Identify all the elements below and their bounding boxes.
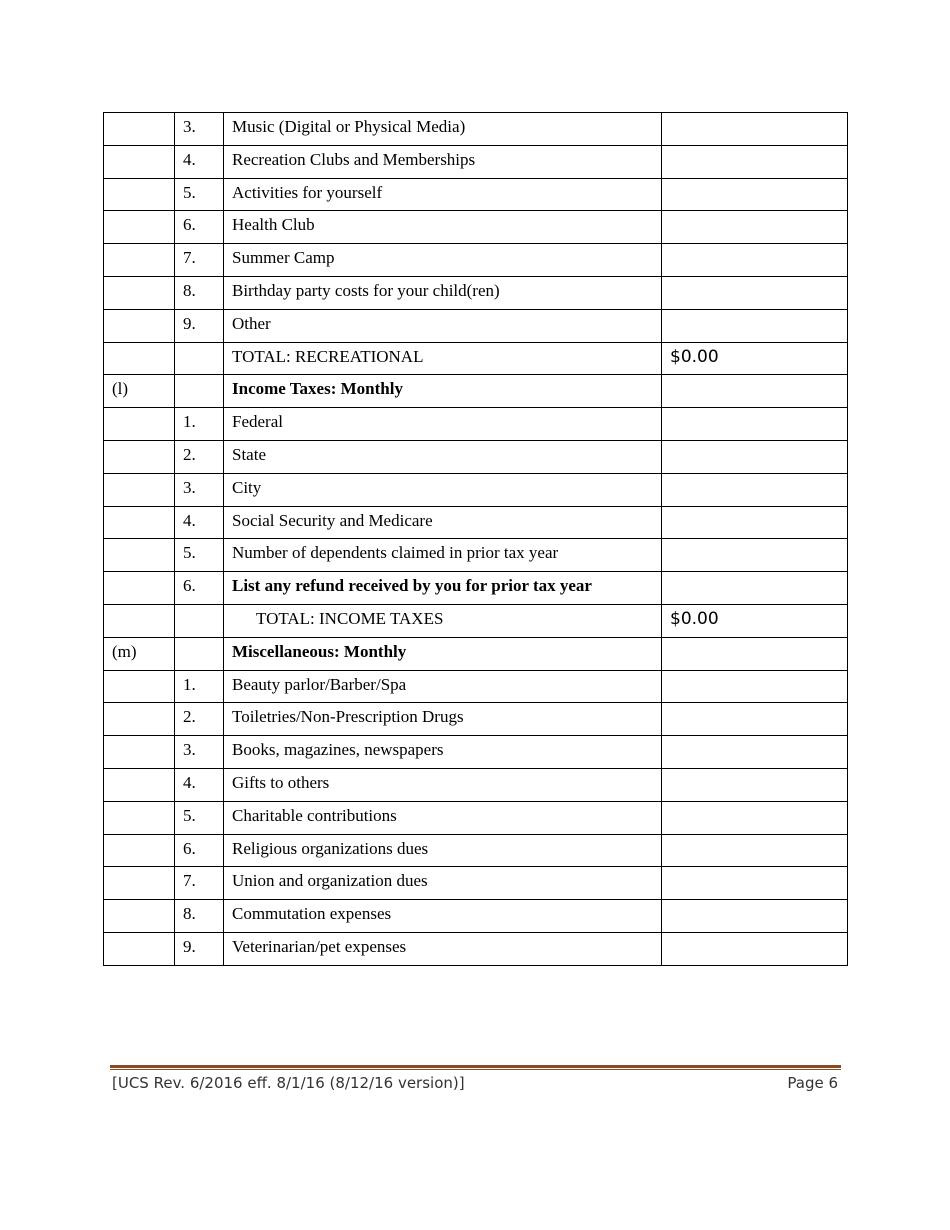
amount-field[interactable] <box>662 473 848 506</box>
item-number: 2. <box>175 703 224 736</box>
item-number: 6. <box>175 572 224 605</box>
section-cell <box>104 440 175 473</box>
amount-field[interactable] <box>662 736 848 769</box>
amount-field[interactable] <box>662 211 848 244</box>
section-header-row <box>104 375 848 408</box>
item-number: 6. <box>175 211 224 244</box>
total-recreational-amount: $0.00 <box>662 342 848 375</box>
item-label: Summer Camp <box>224 244 662 277</box>
amount-field[interactable] <box>662 309 848 342</box>
item-label: Music (Digital or Physical Media) <box>224 113 662 146</box>
item-label: Commutation expenses <box>224 900 662 933</box>
table-row <box>104 900 848 933</box>
table-row <box>104 440 848 473</box>
table-row <box>104 834 848 867</box>
item-label: City <box>224 473 662 506</box>
amount-field[interactable] <box>662 834 848 867</box>
section-letter: (l) <box>104 375 175 408</box>
section-cell <box>104 703 175 736</box>
item-number: 7. <box>175 867 224 900</box>
section-cell <box>104 408 175 441</box>
footer-page-number: Page 6 <box>787 1074 838 1092</box>
section-cell <box>104 801 175 834</box>
table-row <box>104 178 848 211</box>
amount-field[interactable] <box>662 276 848 309</box>
item-number: 5. <box>175 539 224 572</box>
amount-field[interactable] <box>662 670 848 703</box>
section-cell <box>104 604 175 637</box>
table-row <box>104 113 848 146</box>
total-income-taxes-amount: $0.00 <box>662 604 848 637</box>
item-label: Books, magazines, newspapers <box>224 736 662 769</box>
section-cell <box>104 244 175 277</box>
section-header-row <box>104 637 848 670</box>
amount-field[interactable] <box>662 572 848 605</box>
table-row <box>104 408 848 441</box>
amount-field[interactable] <box>662 768 848 801</box>
item-number: 3. <box>175 473 224 506</box>
table-row <box>104 670 848 703</box>
item-label: Other <box>224 309 662 342</box>
section-cell <box>104 572 175 605</box>
section-cell <box>104 145 175 178</box>
item-label: Charitable contributions <box>224 801 662 834</box>
amount-field[interactable] <box>662 244 848 277</box>
item-number: 2. <box>175 440 224 473</box>
section-title-income-taxes: Income Taxes: Monthly <box>224 375 662 408</box>
section-cell <box>104 113 175 146</box>
section-title-miscellaneous: Miscellaneous: Monthly <box>224 637 662 670</box>
table-row <box>104 244 848 277</box>
item-number: 8. <box>175 900 224 933</box>
item-number: 4. <box>175 506 224 539</box>
item-label: List any refund received by you for prior tax year <box>224 572 662 605</box>
item-number: 1. <box>175 670 224 703</box>
expense-table-body <box>104 113 848 966</box>
item-label: Birthday party costs for your child(ren) <box>224 276 662 309</box>
expense-table <box>103 112 848 966</box>
section-cell <box>104 309 175 342</box>
amount-field[interactable] <box>662 900 848 933</box>
item-number: 3. <box>175 113 224 146</box>
section-cell <box>104 276 175 309</box>
amount-field[interactable] <box>662 867 848 900</box>
section-cell <box>104 900 175 933</box>
item-number: 4. <box>175 145 224 178</box>
item-number: 9. <box>175 932 224 965</box>
amount-field[interactable] <box>662 506 848 539</box>
amount-field <box>662 375 848 408</box>
section-cell <box>104 539 175 572</box>
table-row <box>104 736 848 769</box>
table-row <box>104 539 848 572</box>
table-row <box>104 801 848 834</box>
amount-field[interactable] <box>662 932 848 965</box>
item-label: Health Club <box>224 211 662 244</box>
total-row <box>104 604 848 637</box>
total-income-taxes-label: TOTAL: INCOME TAXES <box>224 604 662 637</box>
item-number: 1. <box>175 408 224 441</box>
table-row <box>104 309 848 342</box>
amount-field[interactable] <box>662 539 848 572</box>
item-number: 8. <box>175 276 224 309</box>
item-number <box>175 637 224 670</box>
section-cell <box>104 670 175 703</box>
item-label: Recreation Clubs and Memberships <box>224 145 662 178</box>
section-cell <box>104 178 175 211</box>
amount-field[interactable] <box>662 178 848 211</box>
total-row <box>104 342 848 375</box>
item-number: 5. <box>175 178 224 211</box>
table-row <box>104 703 848 736</box>
item-label: Beauty parlor/Barber/Spa <box>224 670 662 703</box>
table-row <box>104 276 848 309</box>
footer-divider-thin <box>110 1069 841 1070</box>
section-cell <box>104 834 175 867</box>
table-row <box>104 572 848 605</box>
amount-field[interactable] <box>662 113 848 146</box>
amount-field[interactable] <box>662 801 848 834</box>
amount-field[interactable] <box>662 408 848 441</box>
section-cell <box>104 768 175 801</box>
item-number: 4. <box>175 768 224 801</box>
item-label: Gifts to others <box>224 768 662 801</box>
item-label: Federal <box>224 408 662 441</box>
table-row <box>104 145 848 178</box>
item-label: State <box>224 440 662 473</box>
table-row <box>104 473 848 506</box>
section-cell <box>104 211 175 244</box>
table-row <box>104 211 848 244</box>
section-cell <box>104 473 175 506</box>
item-label: Social Security and Medicare <box>224 506 662 539</box>
section-cell <box>104 506 175 539</box>
item-number: 6. <box>175 834 224 867</box>
footer-revision: [UCS Rev. 6/2016 eff. 8/1/16 (8/12/16 version)] <box>112 1074 465 1092</box>
item-label: Activities for yourself <box>224 178 662 211</box>
section-cell <box>104 867 175 900</box>
item-number: 7. <box>175 244 224 277</box>
item-number <box>175 604 224 637</box>
section-cell <box>104 736 175 769</box>
total-recreational-label: TOTAL: RECREATIONAL <box>224 342 662 375</box>
item-number: 3. <box>175 736 224 769</box>
table-row <box>104 932 848 965</box>
item-label: Veterinarian/pet expenses <box>224 932 662 965</box>
table-row <box>104 768 848 801</box>
amount-field[interactable] <box>662 440 848 473</box>
section-cell <box>104 342 175 375</box>
item-number <box>175 375 224 408</box>
item-label: Union and organization dues <box>224 867 662 900</box>
item-label: Number of dependents claimed in prior tax year <box>224 539 662 572</box>
section-cell <box>104 932 175 965</box>
table-row <box>104 506 848 539</box>
section-letter: (m) <box>104 637 175 670</box>
footer-divider <box>110 1065 841 1068</box>
item-label: Toiletries/Non-Prescription Drugs <box>224 703 662 736</box>
table-row <box>104 867 848 900</box>
item-label: Religious organizations dues <box>224 834 662 867</box>
item-number: 5. <box>175 801 224 834</box>
item-number: 9. <box>175 309 224 342</box>
item-number <box>175 342 224 375</box>
amount-field[interactable] <box>662 145 848 178</box>
amount-field <box>662 637 848 670</box>
amount-field[interactable] <box>662 703 848 736</box>
